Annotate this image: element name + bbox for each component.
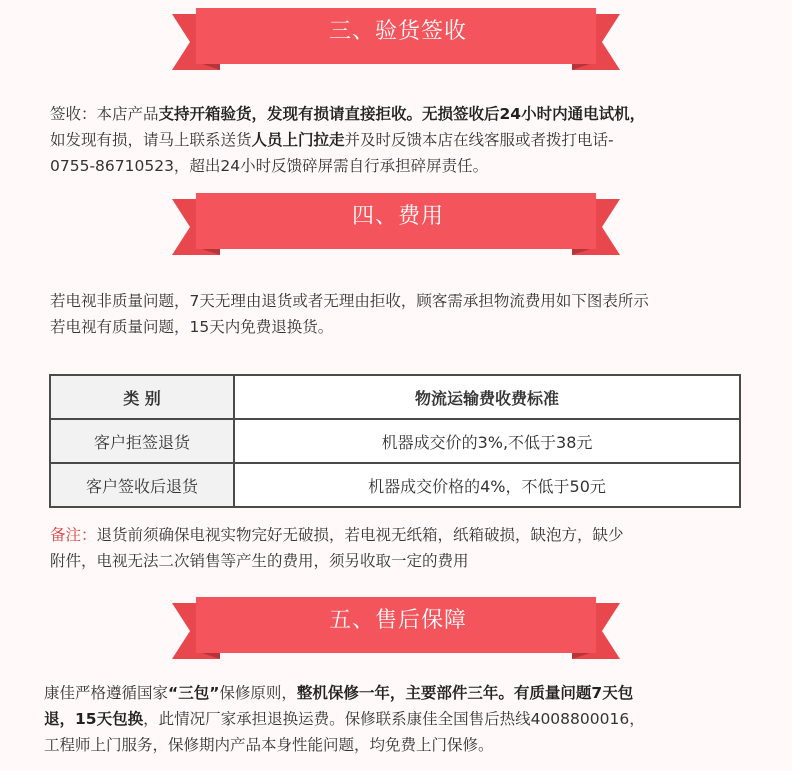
table-cell-fee: 机器成交价格的4%，不低于50元 bbox=[234, 463, 740, 507]
section-3-title: 三、验货签收 bbox=[328, 19, 467, 44]
note-line-1: 备注：退货前须确保电视实物完好无破损，若电视无纸箱，纸箱破损，缺泡方，缺少 bbox=[50, 526, 624, 544]
section-4-line-2: 若电视有质量问题，15天内免费退换货。 bbox=[50, 318, 334, 336]
section-5-line-1: 康佳严格遵循国家“三包”保修原则，整机保修一年，主要部件三年。有质量问题7天包 bbox=[44, 684, 634, 702]
note-line-2: 附件，电视无法二次销售等产生的费用，须另收取一定的费用 bbox=[50, 552, 469, 570]
section-4-note bbox=[50, 522, 750, 574]
section-4-line-1: 若电视非质量问题，7天无理由退货或者无理由拒收，顾客需承担物流费用如下图表所示 bbox=[50, 292, 649, 310]
table-cell-fee: 机器成交价的3%,不低于38元 bbox=[234, 419, 740, 463]
table-header-category: 类 别 bbox=[50, 375, 234, 419]
section-3-text bbox=[50, 101, 750, 179]
section-5-ribbon bbox=[0, 589, 792, 661]
section-3-line-2: 如发现有损，请马上联系送货人员上门拉走并及时反馈本店在线客服或者拨打电话- bbox=[50, 131, 614, 149]
table-header-row bbox=[50, 375, 740, 419]
section-3-line-3: 0755-86710523，超出24小时反馈碎屏需自行承担碎屏责任。 bbox=[50, 157, 489, 175]
table-header-fee: 物流运输费收费标准 bbox=[234, 375, 740, 419]
table-row bbox=[50, 419, 740, 463]
section-3-ribbon bbox=[0, 0, 792, 72]
section-5-line-3: 工程师上门服务，保修期内产品本身性能问题，均免费上门保修。 bbox=[44, 736, 494, 754]
fee-table bbox=[49, 374, 741, 508]
section-5-text bbox=[44, 680, 784, 758]
section-4-title: 四、费用 bbox=[351, 204, 444, 229]
section-5-title: 五、售后保障 bbox=[328, 608, 467, 633]
section-4-text bbox=[50, 288, 750, 340]
section-3-line-1: 签收：本店产品支持开箱验货，发现有损请直接拒收。无损签收后24小时内通电试机， bbox=[50, 105, 646, 123]
table-cell-category: 客户拒签退货 bbox=[50, 419, 234, 463]
table-cell-category: 客户签收后退货 bbox=[50, 463, 234, 507]
section-4-ribbon bbox=[0, 185, 792, 257]
section-5-line-2: 退，15天包换，此情况厂家承担退换运费。保修联系康佳全国售后热线4008800016， bbox=[44, 710, 645, 728]
note-label: 备注： bbox=[50, 526, 97, 544]
table-row bbox=[50, 463, 740, 507]
